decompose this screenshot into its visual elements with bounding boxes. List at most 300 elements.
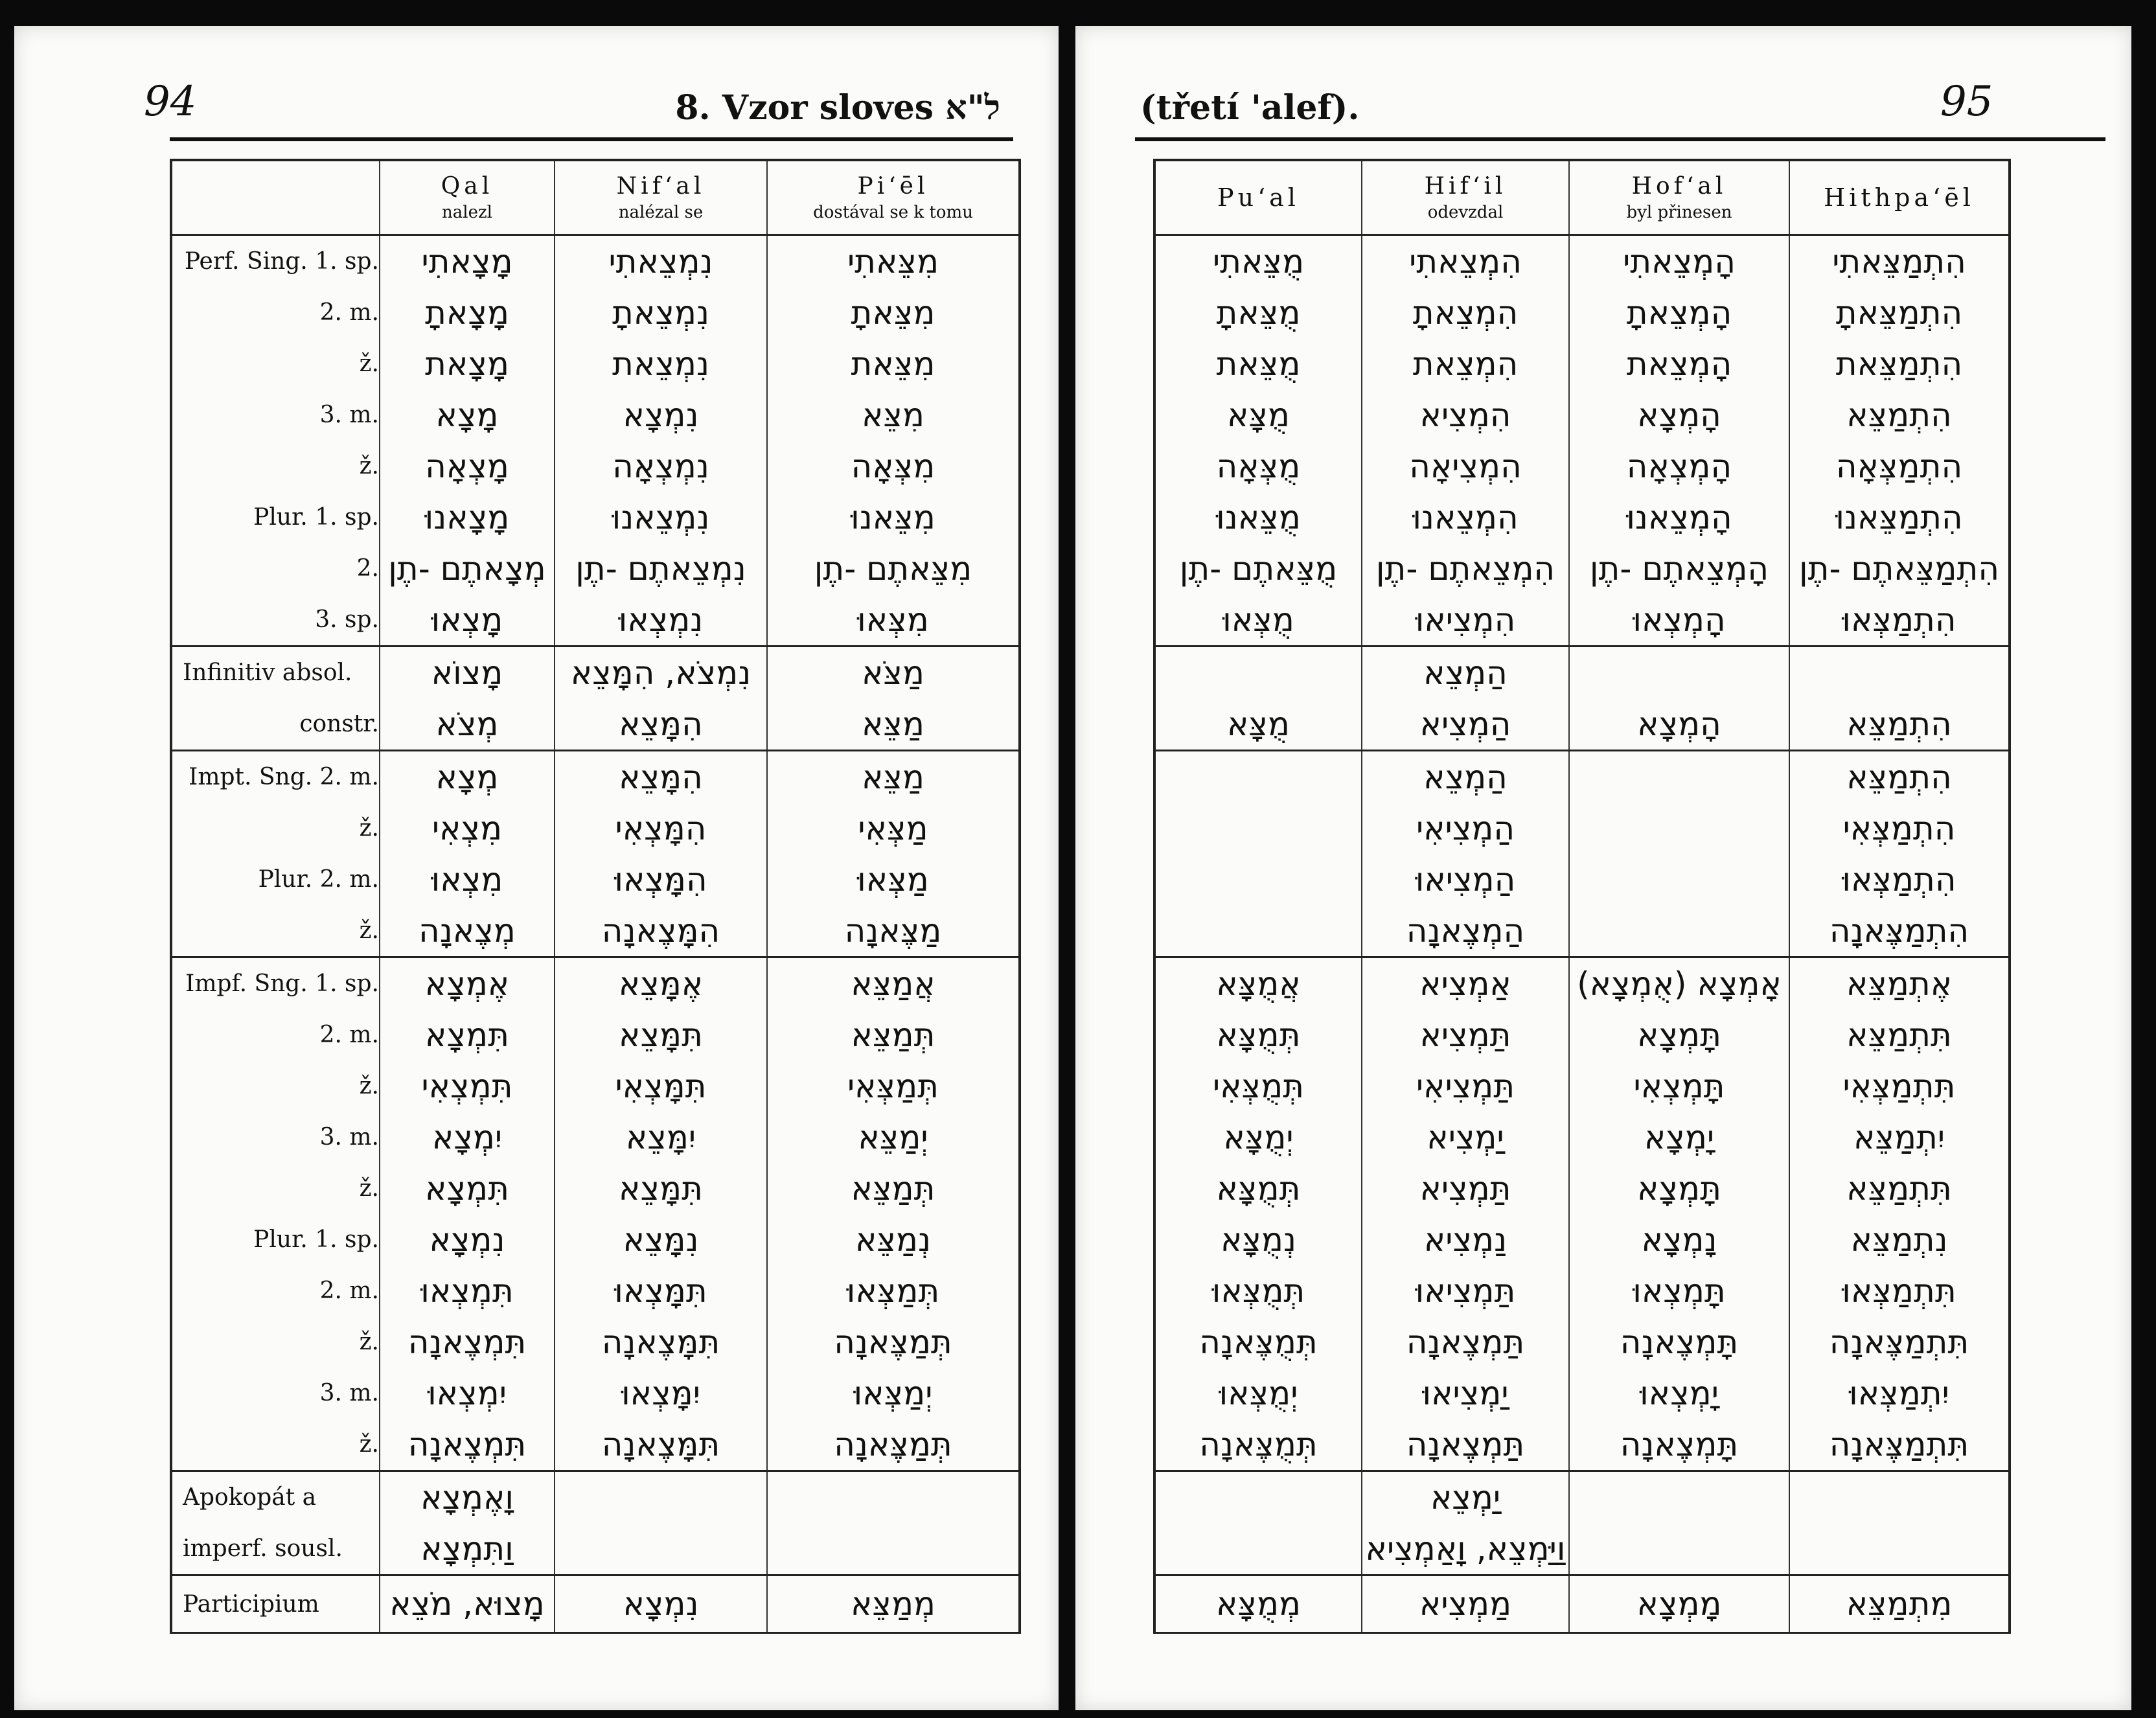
column-header-name: Hithpa‘ēl (1824, 183, 1975, 212)
column-header-translation: odevzdal (1427, 203, 1504, 222)
hebrew-form (1154, 905, 1362, 957)
table-row (171, 1214, 1020, 1265)
hebrew-form: תִּמְצְאִי (380, 1060, 555, 1112)
table-row (1154, 441, 2010, 492)
hebrew-form: הִתְמַצֵּא (1789, 389, 2010, 441)
hebrew-form (1569, 854, 1789, 905)
column-header-name: Pi‘ēl (857, 173, 929, 200)
row-label: ž. (171, 338, 380, 389)
row-label: ž. (171, 1316, 380, 1368)
hebrew-form: אֶתְמַצֵּא (1789, 957, 2010, 1010)
hebrew-form: תָּמְצְאִי (1569, 1060, 1789, 1112)
hebrew-form: תְּמֻצְּאוּ (1154, 1265, 1362, 1316)
hebrew-form: יְמַצְּאוּ (767, 1368, 1020, 1419)
hebrew-form: תִּתְמַצֶּאנָה (1789, 1316, 2010, 1368)
table-row (171, 1368, 1020, 1419)
row-label: 2. (171, 543, 380, 594)
hebrew-form: מַצֵּא (767, 751, 1020, 803)
table-row (171, 441, 1020, 492)
table-row (171, 647, 1020, 699)
hebrew-form: מָצוּא, מֹצֵא (380, 1575, 555, 1633)
table-row (171, 1060, 1020, 1112)
hebrew-form: נָמְצָא (1569, 1214, 1789, 1265)
table-row (1154, 1163, 2010, 1214)
hebrew-form: תִּמָּצֶאנָה (555, 1419, 767, 1471)
hebrew-form: תִּמְצָא (380, 1163, 555, 1214)
hebrew-form: הָמְצָא (1569, 698, 1789, 751)
hebrew-form (1569, 905, 1789, 957)
hebrew-form: נְמֻצָּא (1154, 1214, 1362, 1265)
table-row (1154, 1214, 2010, 1265)
hebrew-form: הִתְמַצְּאוּ (1789, 854, 2010, 905)
row-label: 3. sp. (171, 594, 380, 647)
row-label: Impt. Sng. 2. m. (171, 751, 380, 803)
table-row (171, 1419, 1020, 1471)
hebrew-form: מִצֵּאתֶם -תֶן (767, 543, 1020, 594)
column-header-translation: nalezl (442, 203, 492, 222)
hebrew-form: תַּמְצִיאוּ (1362, 1265, 1569, 1316)
hebrew-form: הִמְצֵאתִי (1362, 235, 1569, 288)
hebrew-form: מָצָאנוּ (380, 492, 555, 543)
hebrew-form: תִּמָּצְאִי (555, 1060, 767, 1112)
hebrew-form: יִמְצְאוּ (380, 1368, 555, 1419)
hebrew-form: הִתְמַצֵּאתָ (1789, 287, 2010, 338)
table-row (1154, 1060, 2010, 1112)
hebrew-form: אַמְצִיא (1362, 957, 1569, 1010)
row-label: ž. (171, 1163, 380, 1214)
hebrew-form: הָמְצֵאתֶם -תֶן (1569, 543, 1789, 594)
hebrew-form: תִּתְמַצֵּא (1789, 1163, 2010, 1214)
page-header-title: 8. Vzor sloves ל"א (675, 88, 1000, 128)
hebrew-form: תַּמְצֶאנָה (1362, 1316, 1569, 1368)
hebrew-form: תִּתְמַצְּאוּ (1789, 1265, 2010, 1316)
hebrew-form: הַמְצֵא (1362, 647, 1569, 699)
hebrew-form: הִתְמַצְּאוּ (1789, 594, 2010, 647)
hebrew-form: יַמְצִיא (1362, 1112, 1569, 1163)
table-row (171, 803, 1020, 854)
table-row (1154, 1471, 2010, 1524)
row-label: Participium (171, 1575, 380, 1633)
hebrew-form: תְּמַצֶּאנָה (767, 1316, 1020, 1368)
table-row (171, 1009, 1020, 1060)
row-label: Infinitiv absol. (171, 647, 380, 699)
hebrew-form: מָצָאתָ (380, 287, 555, 338)
row-label: ž. (171, 1419, 380, 1471)
row-label: ž. (171, 1060, 380, 1112)
hebrew-form (1569, 803, 1789, 854)
hebrew-form: הִמָּצֵא (555, 751, 767, 803)
hebrew-form: מִצֵּא (767, 389, 1020, 441)
table-row (1154, 594, 2010, 647)
hebrew-form (1569, 647, 1789, 699)
table-row (171, 594, 1020, 647)
hebrew-form: נִמְצֵאנוּ (555, 492, 767, 543)
hebrew-form: יְמֻצְּאוּ (1154, 1368, 1362, 1419)
hebrew-form (1154, 1523, 1362, 1575)
table-row (1154, 1112, 2010, 1163)
hebrew-form: תִּמְצְאוּ (380, 1265, 555, 1316)
table-row (1154, 338, 2010, 389)
column-header (555, 160, 767, 235)
hebrew-form: תַּמְצִיאִי (1362, 1060, 1569, 1112)
hebrew-form: מֻצְּאָה (1154, 441, 1362, 492)
table-row (1154, 698, 2010, 751)
hebrew-form: תָּמְצֶאנָה (1569, 1316, 1789, 1368)
table-row (1154, 1575, 2010, 1633)
conjugation-table-left (170, 159, 1021, 1634)
hebrew-form: אֶמְצָא (380, 957, 555, 1010)
hebrew-form: הָמְצֵאתָ (1569, 287, 1789, 338)
hebrew-form: תִּמָּצֵא (555, 1009, 767, 1060)
hebrew-form: יִמָּצֵא (555, 1112, 767, 1163)
hebrew-form: אֲמֻצָּא (1154, 957, 1362, 1010)
row-label: Plur. 1. sp. (171, 1214, 380, 1265)
table-row (171, 1163, 1020, 1214)
hebrew-form: הִמְצִיאָה (1362, 441, 1569, 492)
row-label: Perf. Sing. 1. sp. (171, 235, 380, 288)
hebrew-form: הִמְצֵאת (1362, 338, 1569, 389)
hebrew-form (767, 1471, 1020, 1524)
hebrew-form: תְּמַצֵּא (767, 1009, 1020, 1060)
hebrew-form: הִמָּצְאִי (555, 803, 767, 854)
hebrew-form: יִתְמַצֵּא (1789, 1112, 2010, 1163)
conjugation-table-right (1153, 159, 2011, 1634)
hebrew-form: הִתְמַצְּאָה (1789, 441, 2010, 492)
hebrew-form: יַמְצִיאוּ (1362, 1368, 1569, 1419)
hebrew-form: תִּמְצֶאנָה (380, 1419, 555, 1471)
hebrew-form: נִמְצֵאתֶם -תֶן (555, 543, 767, 594)
hebrew-form: אָמְצָא (אֻמְצָא) (1569, 957, 1789, 1010)
hebrew-form: מְמֻצָּא (1154, 1575, 1362, 1633)
hebrew-form: נִמְצְאָה (555, 441, 767, 492)
hebrew-form: מֻצָּא (1154, 698, 1362, 751)
hebrew-form (1154, 803, 1362, 854)
table-row (171, 1265, 1020, 1316)
hebrew-form: מָצוֹא (380, 647, 555, 699)
hebrew-form: מֻצֵּאת (1154, 338, 1362, 389)
hebrew-form: יְמַצֵּא (767, 1112, 1020, 1163)
table-row (1154, 957, 2010, 1010)
header-rule (1135, 137, 2105, 141)
column-header-name: Hif‘il (1424, 173, 1507, 200)
hebrew-form: הִמָּצְאוּ (555, 854, 767, 905)
hebrew-form: מַמְצִיא (1362, 1575, 1569, 1633)
column-header-translation: byl přinesen (1626, 203, 1732, 222)
hebrew-form: הִתְמַצֶּאנָה (1789, 905, 2010, 957)
hebrew-form: מָצָאתִי (380, 235, 555, 288)
hebrew-form: מַצֵּא (767, 698, 1020, 751)
row-label: ž. (171, 441, 380, 492)
hebrew-form: הִתְמַצֵּא (1789, 751, 2010, 803)
hebrew-form: הַמְצֵא (1362, 751, 1569, 803)
page-number: 94 (144, 78, 197, 126)
hebrew-form: הִתְמַצֵּאנוּ (1789, 492, 2010, 543)
table-row (1154, 905, 2010, 957)
column-header (1154, 160, 1362, 235)
table-row (1154, 647, 2010, 699)
column-header-translation: dostával se k tomu (813, 203, 973, 222)
hebrew-form (1789, 1471, 2010, 1524)
hebrew-form: מֻצְּאוּ (1154, 594, 1362, 647)
hebrew-form: הָמְצֵאנוּ (1569, 492, 1789, 543)
column-header-name: Pu‘al (1217, 183, 1300, 212)
hebrew-form: תָּמְצָא (1569, 1163, 1789, 1214)
column-header-name: Hof‘al (1631, 173, 1727, 200)
column-header-name: Qal (441, 173, 494, 200)
hebrew-form (1154, 647, 1362, 699)
hebrew-form: מַצְּאוּ (767, 854, 1020, 905)
hebrew-form: אֶמָּצֵא (555, 957, 767, 1010)
hebrew-form: הִמְצֵאתֶם -תֶן (1362, 543, 1569, 594)
left-page (14, 26, 1059, 1710)
hebrew-form: מָצָאת (380, 338, 555, 389)
hebrew-form: נִמְצֵאתָ (555, 287, 767, 338)
table-row (171, 235, 1020, 288)
table-row (1154, 1265, 2010, 1316)
column-header-translation: nalézal se (618, 203, 704, 222)
hebrew-form: הִמְצֵאתָ (1362, 287, 1569, 338)
table-row (1154, 1368, 2010, 1419)
hebrew-form: נִמְצֹא, הִמָּצֵא (555, 647, 767, 699)
hebrew-form: מֻצָּא (1154, 389, 1362, 441)
hebrew-form: הִמְצִיא (1362, 389, 1569, 441)
hebrew-form: מַצְּאִי (767, 803, 1020, 854)
hebrew-form: תְּמֻצֶּאנָה (1154, 1316, 1362, 1368)
hebrew-form: מְצֹא (380, 698, 555, 751)
table-row (1154, 492, 2010, 543)
column-header (1362, 160, 1569, 235)
hebrew-form: מַצֶּאנָה (767, 905, 1020, 957)
hebrew-form: תְּמֻצְּאִי (1154, 1060, 1362, 1112)
table-row (1154, 543, 2010, 594)
hebrew-form: תָּמְצֶאנָה (1569, 1419, 1789, 1471)
table-row (1154, 854, 2010, 905)
hebrew-form: נִמְצָא (555, 389, 767, 441)
row-label: 2. m. (171, 1009, 380, 1060)
table-row (171, 751, 1020, 803)
hebrew-form: הַמְצֶאנָה (1362, 905, 1569, 957)
hebrew-form: תִּמְצֶאנָה (380, 1316, 555, 1368)
table-row (171, 957, 1020, 1010)
hebrew-form (1789, 1523, 2010, 1575)
hebrew-form: תָּמְצְאוּ (1569, 1265, 1789, 1316)
hebrew-form: תְּמַצֶּאנָה (767, 1419, 1020, 1471)
table-row (1154, 751, 2010, 803)
hebrew-form: נִמָּצֵא (555, 1214, 767, 1265)
hebrew-form: תְּמֻצָּא (1154, 1009, 1362, 1060)
table-row (171, 905, 1020, 957)
hebrew-form: נַמְצִיא (1362, 1214, 1569, 1265)
hebrew-form: מֻצֵּאתָ (1154, 287, 1362, 338)
hebrew-form: הָמְצְאוּ (1569, 594, 1789, 647)
hebrew-form: תַּמְצֶאנָה (1362, 1419, 1569, 1471)
hebrew-form: יְמֻצָּא (1154, 1112, 1362, 1163)
row-label: 3. m. (171, 1112, 380, 1163)
row-label: 3. m. (171, 389, 380, 441)
hebrew-form: מְצָאתֶם -תֶן (380, 543, 555, 594)
hebrew-form: מִצֵּאתִי (767, 235, 1020, 288)
hebrew-form: נִמְצֵאת (555, 338, 767, 389)
hebrew-form: נְמַצֵּא (767, 1214, 1020, 1265)
row-label: Plur. 2. m. (171, 854, 380, 905)
hebrew-form: תִּתְמַצְּאִי (1789, 1060, 2010, 1112)
row-label: constr. (171, 698, 380, 751)
hebrew-form: מְצָא (380, 751, 555, 803)
column-header-name: Nif‘al (616, 173, 705, 200)
hebrew-form: מִצֵּאתָ (767, 287, 1020, 338)
row-label: 2. m. (171, 287, 380, 338)
hebrew-form: יִמְצָא (380, 1112, 555, 1163)
hebrew-form: הָמְצְאָה (1569, 441, 1789, 492)
hebrew-form: יִמָּצְאוּ (555, 1368, 767, 1419)
table-row (171, 698, 1020, 751)
hebrew-form: תִּתְמַצֵּא (1789, 1009, 2010, 1060)
row-label: Apokopát a (171, 1471, 380, 1524)
hebrew-form: יָמְצְאוּ (1569, 1368, 1789, 1419)
hebrew-form: הָמְצֵאתִי (1569, 235, 1789, 288)
hebrew-form: תָּמְצָא (1569, 1009, 1789, 1060)
hebrew-form: מַצֹּא (767, 647, 1020, 699)
header-rule (170, 137, 1013, 141)
hebrew-form: מִצְּאוּ (767, 594, 1020, 647)
hebrew-form: הַמְצִיאוּ (1362, 854, 1569, 905)
hebrew-form: וַתִּמְצָא (380, 1523, 555, 1575)
hebrew-form: הִתְמַצֵּאת (1789, 338, 2010, 389)
hebrew-form: מֻצֵּאנוּ (1154, 492, 1362, 543)
column-header (380, 160, 555, 235)
hebrew-form: תַּמְצִיא (1362, 1163, 1569, 1214)
table-row (1154, 287, 2010, 338)
hebrew-form (1569, 1523, 1789, 1575)
hebrew-form (1569, 751, 1789, 803)
hebrew-form: הָמְצָא (1569, 389, 1789, 441)
hebrew-form: מִצֵּאת (767, 338, 1020, 389)
hebrew-form: הִתְמַצֵּאתֶם -תֶן (1789, 543, 2010, 594)
table-row (1154, 1523, 2010, 1575)
hebrew-form: נִמְצָא (555, 1575, 767, 1633)
table-row (1154, 1009, 2010, 1060)
page-header-title: (třetí 'alef). (1140, 88, 1360, 128)
hebrew-form: מֻצֵּאתֶם -תֶן (1154, 543, 1362, 594)
right-page (1075, 26, 2131, 1710)
hebrew-form: הִמְצִיאוּ (1362, 594, 1569, 647)
hebrew-form: מָצְאוּ (380, 594, 555, 647)
hebrew-form (555, 1523, 767, 1575)
row-label: Plur. 1. sp. (171, 492, 380, 543)
hebrew-form: מְצֶאנָה (380, 905, 555, 957)
hebrew-form: הַמְצִיאִי (1362, 803, 1569, 854)
hebrew-form: נִמְצֵאתִי (555, 235, 767, 288)
hebrew-form: יָמְצָא (1569, 1112, 1789, 1163)
hebrew-form: הִתְמַצֵּאתִי (1789, 235, 2010, 288)
table-row (171, 287, 1020, 338)
hebrew-form (1154, 1471, 1362, 1524)
table-row (171, 854, 1020, 905)
hebrew-form: תְּמַצְּאִי (767, 1060, 1020, 1112)
hebrew-form: מִצְאִי (380, 803, 555, 854)
hebrew-form: הִתְמַצְּאִי (1789, 803, 2010, 854)
table-row (171, 543, 1020, 594)
hebrew-form: נִמְצְאוּ (555, 594, 767, 647)
hebrew-form: הַמְצִיא (1362, 698, 1569, 751)
hebrew-form: וַיַּמְצֵא, וָאַמְצִיא (1362, 1523, 1569, 1575)
hebrew-form: תִּמָּצְאוּ (555, 1265, 767, 1316)
hebrew-form: מִצֵּאנוּ (767, 492, 1020, 543)
hebrew-form: נִתְמַצֵּא (1789, 1214, 2010, 1265)
table-row (1154, 235, 2010, 288)
hebrew-form (1154, 854, 1362, 905)
hebrew-form: מְמַצֵּא (767, 1575, 1020, 1633)
hebrew-form: מִצְאוּ (380, 854, 555, 905)
hebrew-form: תְּמֻצֶּאנָה (1154, 1419, 1362, 1471)
table-row (1154, 1419, 2010, 1471)
row-label: Impf. Sng. 1. sp. (171, 957, 380, 1010)
hebrew-form: תְּמַצְּאוּ (767, 1265, 1020, 1316)
table-row (171, 389, 1020, 441)
table-row (171, 338, 1020, 389)
hebrew-form: יִתְמַצְּאוּ (1789, 1368, 2010, 1419)
hebrew-form: אֲמַצֵּא (767, 957, 1020, 1010)
hebrew-form: מִתְמַצֵּא (1789, 1575, 2010, 1633)
hebrew-form (1154, 751, 1362, 803)
hebrew-form: הִמְצֵאנוּ (1362, 492, 1569, 543)
hebrew-form: מָמְצָא (1569, 1575, 1789, 1633)
hebrew-form: תְּמֻצָּא (1154, 1163, 1362, 1214)
hebrew-form: תְּמַצֵּא (767, 1163, 1020, 1214)
row-label: ž. (171, 803, 380, 854)
hebrew-form: הָמְצֵאת (1569, 338, 1789, 389)
row-label: imperf. sousl. (171, 1523, 380, 1575)
hebrew-form: תִּמָּצֵא (555, 1163, 767, 1214)
hebrew-form: יַמְצֵא (1362, 1471, 1569, 1524)
hebrew-form: מָצָא (380, 389, 555, 441)
column-header (767, 160, 1020, 235)
hebrew-form: וָאֶמְצָא (380, 1471, 555, 1524)
hebrew-form: הִמָּצֵא (555, 698, 767, 751)
hebrew-form: מָצְאָה (380, 441, 555, 492)
hebrew-form: תַּמְצִיא (1362, 1009, 1569, 1060)
hebrew-form: מִצְּאָה (767, 441, 1020, 492)
hebrew-form: תִּתְמַצֶּאנָה (1789, 1419, 2010, 1471)
row-label: 3. m. (171, 1368, 380, 1419)
page-number: 95 (1940, 78, 1993, 126)
hebrew-form (1569, 1471, 1789, 1524)
hebrew-form: הִמָּצֶאנָה (555, 905, 767, 957)
table-row (171, 1523, 1020, 1575)
row-label: ž. (171, 905, 380, 957)
table-row (171, 1316, 1020, 1368)
hebrew-form: נִמְצָא (380, 1214, 555, 1265)
hebrew-form: תִּמָּצֶאנָה (555, 1316, 767, 1368)
table-row (1154, 1316, 2010, 1368)
hebrew-form (1789, 647, 2010, 699)
table-row (1154, 803, 2010, 854)
row-label: 2. m. (171, 1265, 380, 1316)
hebrew-form: תִּמְצָא (380, 1009, 555, 1060)
column-header (1569, 160, 1789, 235)
table-row (171, 1575, 1020, 1633)
table-row (171, 492, 1020, 543)
hebrew-form (555, 1471, 767, 1524)
column-header (171, 160, 380, 235)
table-row (171, 1112, 1020, 1163)
hebrew-form: מֻצֵּאתִי (1154, 235, 1362, 288)
table-row (1154, 389, 2010, 441)
table-row (171, 1471, 1020, 1524)
column-header (1789, 160, 2010, 235)
hebrew-form (767, 1523, 1020, 1575)
hebrew-form: הִתְמַצֵּא (1789, 698, 2010, 751)
